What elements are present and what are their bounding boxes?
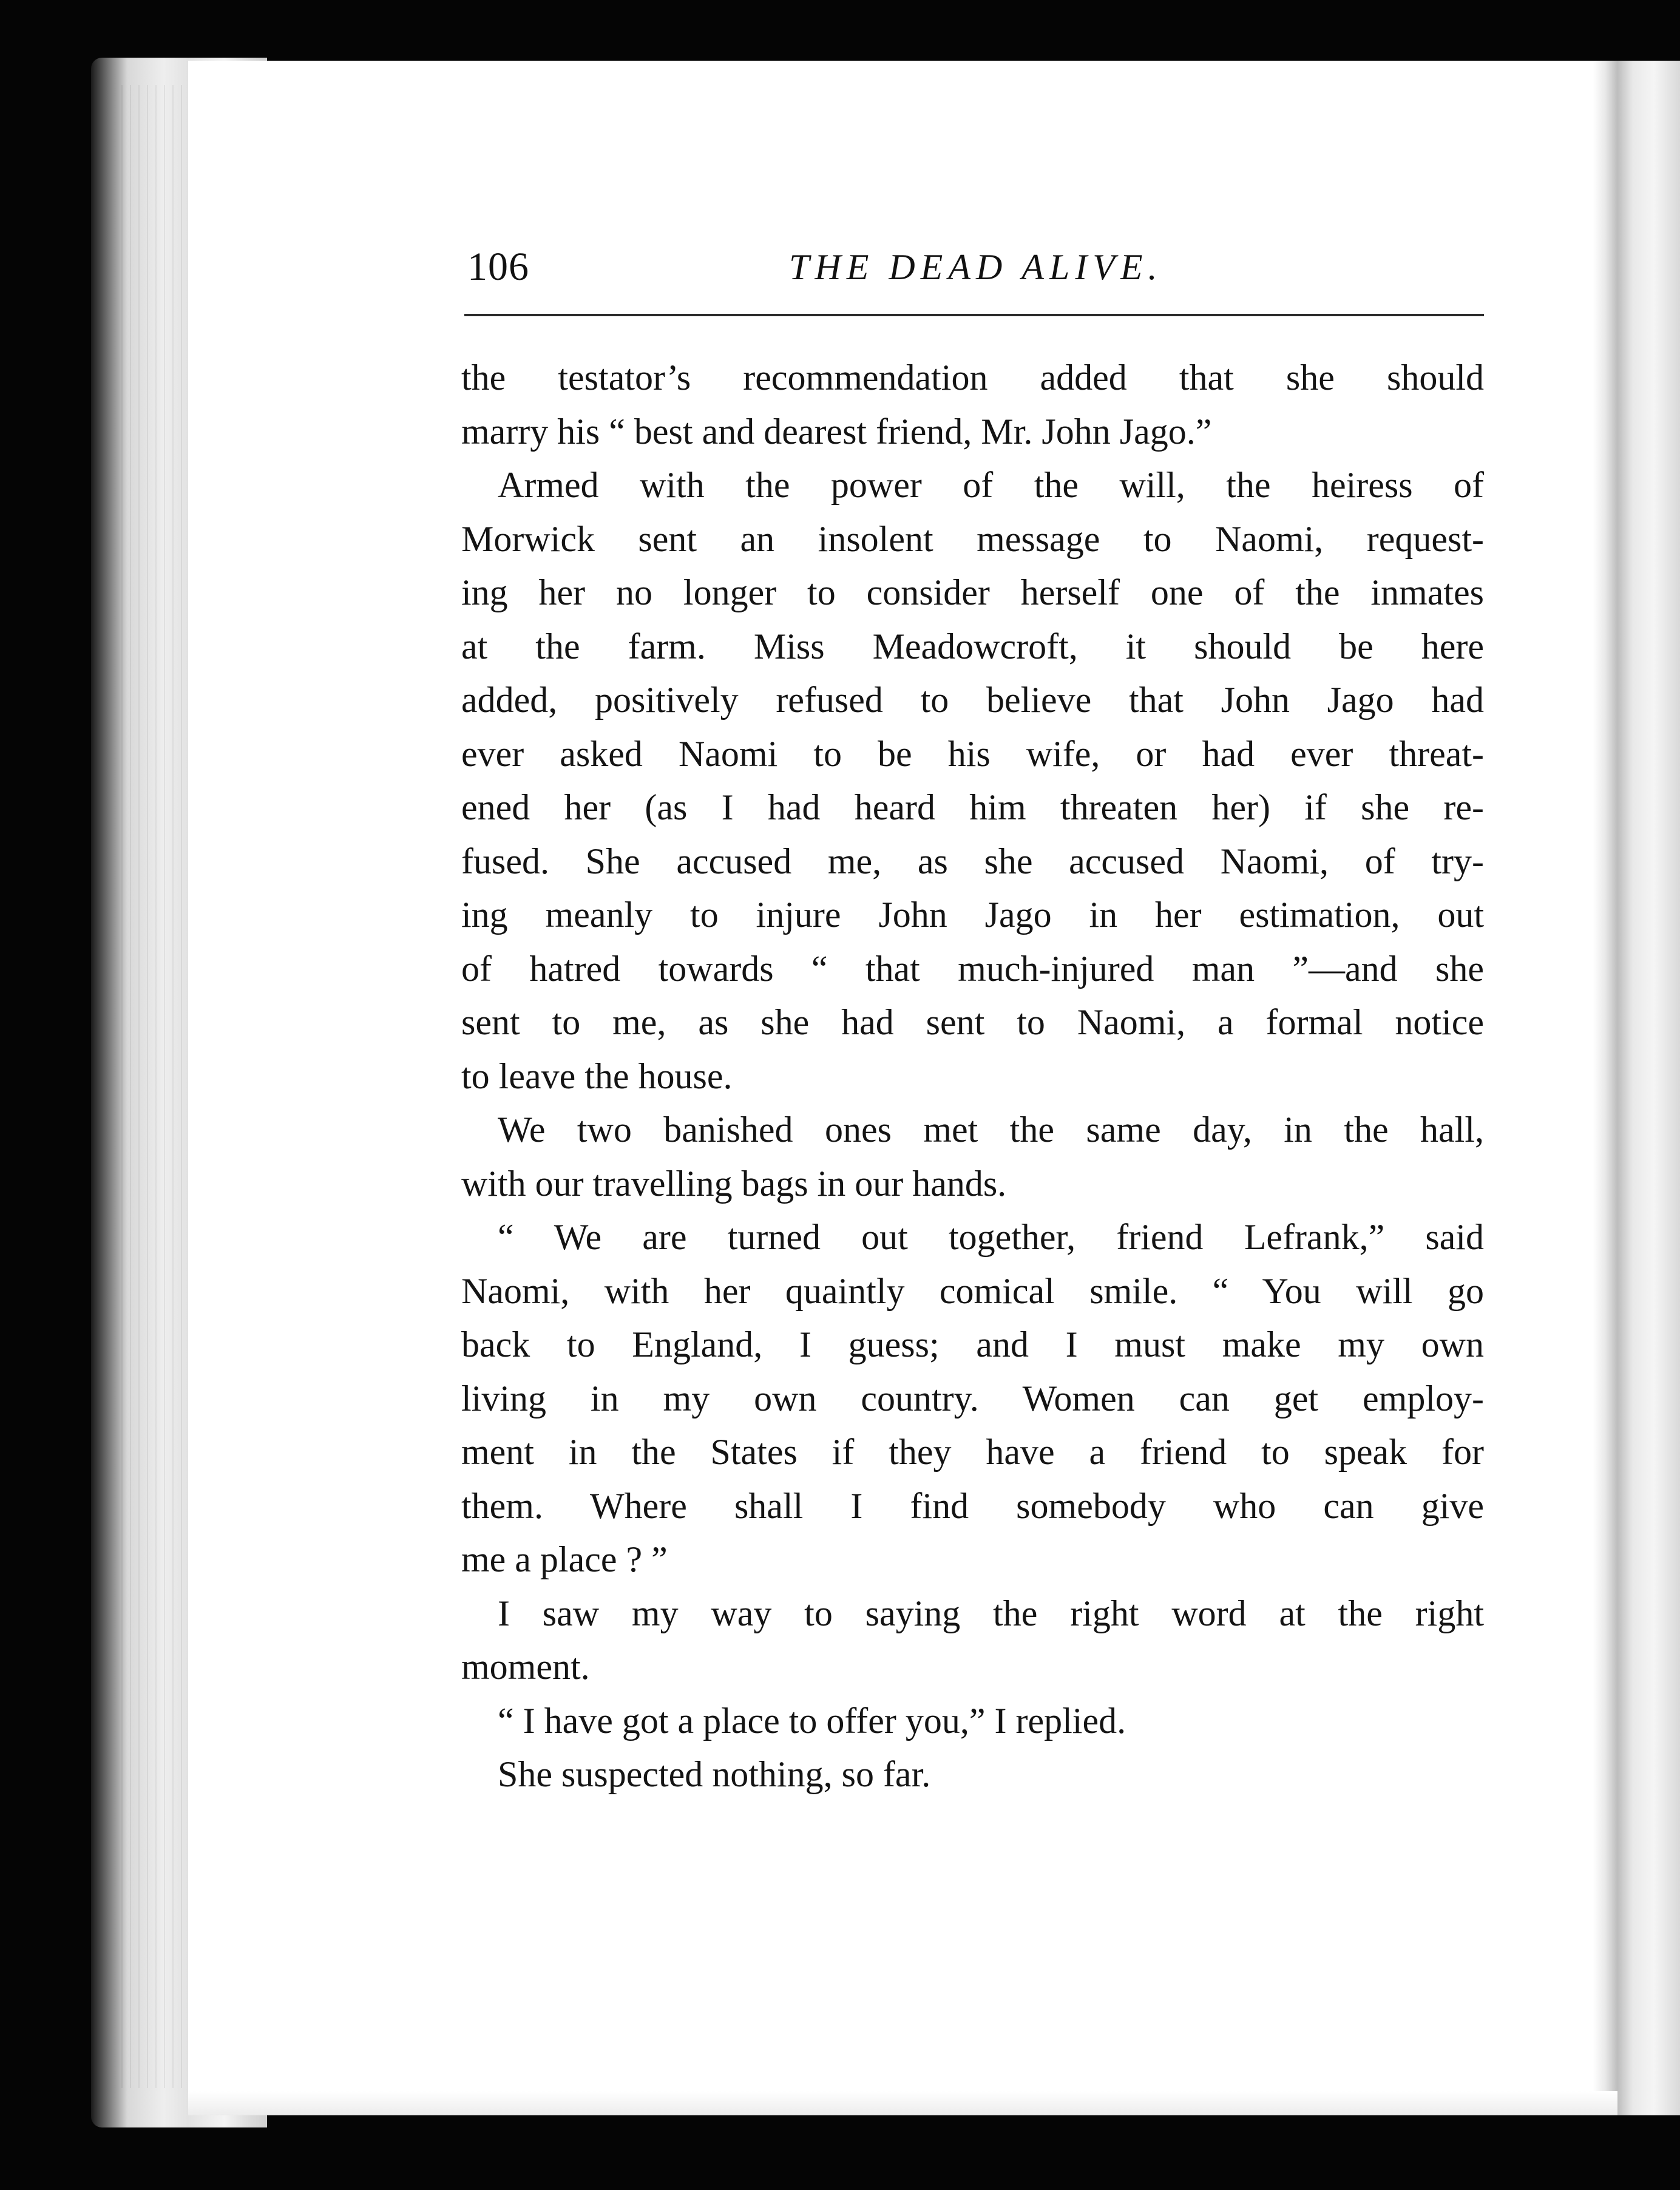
text-line: moment. (461, 1647, 590, 1687)
text-line: She suspected nothing, so far. (498, 1754, 931, 1794)
text-line: sent to me, as she had sent to Naomi, a formal notice (461, 1002, 1484, 1042)
text-line: back to England, I guess; and I must make my own (461, 1324, 1484, 1365)
text-line: me a place ? ” (461, 1539, 668, 1579)
text-line: ened her (as I had heard him threaten her) if she re- (461, 787, 1484, 827)
text-line: Naomi, with her quaintly comical smile. “ You will go (461, 1270, 1484, 1311)
page-stack-edges (121, 85, 194, 2088)
text-line: added, positively refused to believe that John Jago had (461, 680, 1484, 720)
text-line: “ I have got a place to offer you,” I replied. (498, 1700, 1126, 1741)
header-rule (464, 314, 1484, 316)
text-line: Armed with the power of the will, the heiress of (498, 465, 1484, 505)
text-line: I saw my way to saying the right word at the right (498, 1593, 1484, 1633)
text-line: the testator’s recommendation added that she should (461, 358, 1484, 398)
text-line: marry his “ best and dearest friend, Mr. John Jago.” (461, 411, 1212, 452)
text-line: at the farm. Miss Meadowcroft, it should be here (461, 626, 1484, 666)
text-line: ment in the States if they have a friend to speak for (461, 1432, 1484, 1472)
right-binding-edge (1617, 61, 1680, 2115)
text-line: ing her no longer to consider herself one of the inmates (461, 572, 1484, 612)
text-line: fused. She accused me, as she accused Naomi, of try- (461, 841, 1484, 881)
text-line: We two banished ones met the same day, in the hall, (498, 1110, 1484, 1150)
page-bottom-edge (188, 2091, 1617, 2115)
text-line: them. Where shall I find somebody who can give (461, 1485, 1484, 1526)
text-line: living in my own country. Women can get employ- (461, 1378, 1484, 1419)
running-head (467, 231, 1475, 303)
running-title: THE DEAD ALIVE. (789, 247, 1163, 287)
page-number: 106 (467, 245, 529, 289)
text-line: with our travelling bags in our hands. (461, 1163, 1007, 1204)
text-line: “ We are turned out together, friend Lefrank,” said (498, 1217, 1484, 1257)
text-line: of hatred towards “ that much-injured man ”—and she (461, 948, 1484, 989)
text-line: Morwick sent an insolent message to Naomi, request- (461, 518, 1484, 559)
text-line: to leave the house. (461, 1056, 733, 1096)
text-line: ever asked Naomi to be his wife, or had ever threat- (461, 733, 1484, 774)
body-text (461, 351, 1484, 1802)
page-gutter-shadow (1593, 61, 1617, 2115)
text-line: ing meanly to injure John Jago in her estimation, out (461, 895, 1484, 935)
